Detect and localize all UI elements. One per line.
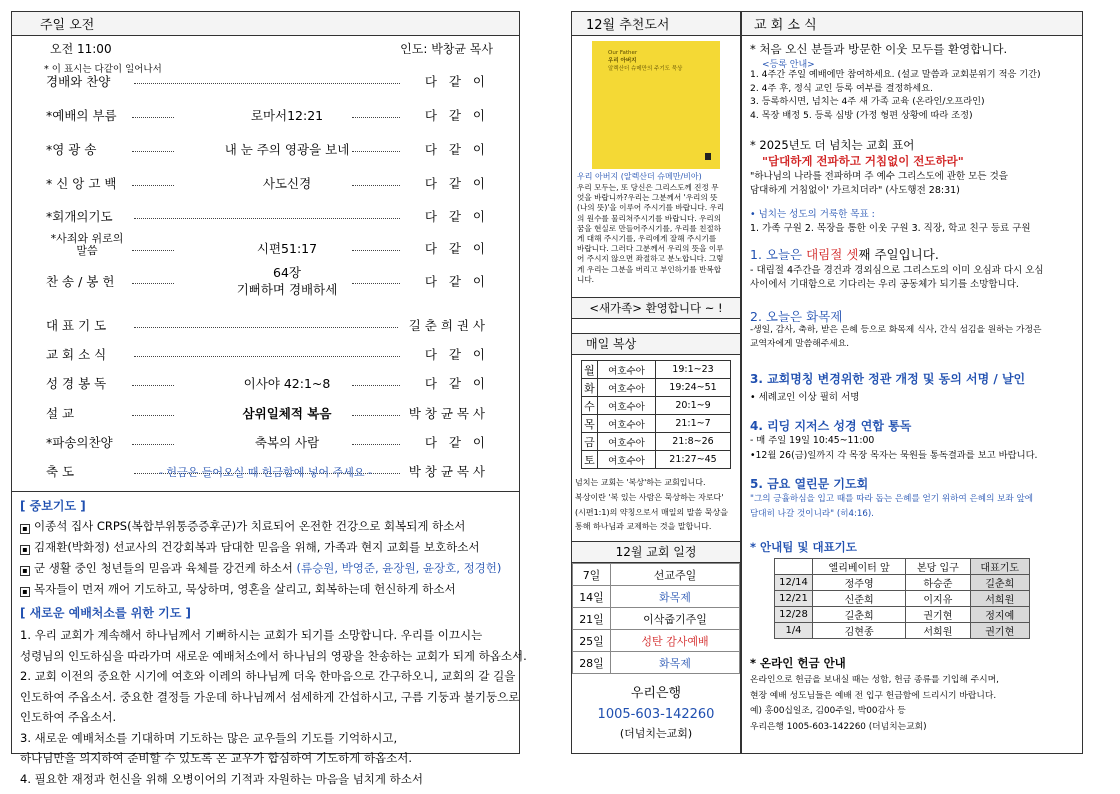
dot-leader — [134, 83, 400, 84]
dot-leader — [352, 250, 400, 251]
daily-ref: 20:1~9 — [656, 397, 731, 415]
schedule-row — [573, 564, 740, 586]
daily-day: 월 — [582, 361, 598, 379]
dot-leader — [134, 356, 400, 357]
dot-leader — [132, 250, 174, 251]
online-line: 예) 홍00십일조, 김00주일, 박00감사 등 — [750, 706, 906, 716]
daily-day: 토 — [582, 451, 598, 469]
schedule-date: 21일 — [573, 608, 611, 630]
order-item-content: 로마서12:21 — [250, 108, 324, 123]
schedule-title: 12월 교회 일정 — [615, 545, 697, 559]
news-4-body: - 매 주일 19일 10:45~11:00 •12월 26(금)일까지 각 목장 목자는 묵원들 통독결과를 보고 바랍니다. — [750, 435, 1038, 461]
prayer-item: ▪ 김재환(박화정) 선교사의 건강회복과 담대한 믿음을 위해, 가족과 현지 교회를 보호하소서 — [20, 537, 520, 558]
news-2-body: -생일, 감사, 축하, 받은 은혜 등으로 화목제 식사, 간식 섬김을 원하는 가정은 교역자에게 말씀해주세요. — [750, 325, 1042, 349]
news-3-title: 3. 교회명칭 변경위한 정관 개정 및 동의 서명 / 날인 — [750, 372, 1026, 386]
team-header-row — [775, 559, 1030, 575]
new-place-line: 3. 새로운 예배처소를 기대하며 기도하는 많은 교우들의 기도를 기억하시고, — [20, 730, 398, 745]
new-place-line: 하나님만을 의지하여 준비할 수 있도록 온 교우가 합심하여 기도하게 하옵소서. — [20, 751, 413, 765]
team-cell: 12/28 — [775, 607, 813, 623]
news-3-body: • 세례교인 이상 필히 서명 — [750, 392, 860, 403]
book-desc-line: 어 주시지 않으면 좌절하고 분노합니다. 그렇 — [577, 254, 724, 264]
online-line: 현장 예배 성도님들은 예배 전 입구 헌금함에 드리시기 바랍니다. — [750, 690, 997, 701]
daily-ref: 21:1~7 — [656, 415, 731, 433]
team-cell: 김현종 — [813, 623, 906, 639]
schedule-table — [572, 563, 740, 674]
online-title: * 온라인 헌금 안내 — [750, 656, 846, 670]
team-cell: 권기현 — [906, 607, 970, 623]
new-place-lines — [20, 625, 527, 789]
prayer-item: ▪ 군 생활 중인 청년들의 믿음과 육체를 강건케 하소서 (류승원, 박영준, 윤장원, 윤장호, 정경헌) — [20, 558, 520, 579]
dot-leader — [132, 117, 174, 118]
news-2-title: 2. 오늘은 화목제 — [750, 309, 843, 324]
order-item-content: 축복의 사람 — [254, 435, 320, 450]
registration-line: 2. 4주 후, 정식 교인 등록 여부를 결정하세요. — [750, 82, 933, 94]
dot-leader — [352, 117, 400, 118]
schedule-row — [573, 652, 740, 674]
team-title: * 안내팀 및 대표기도 — [750, 540, 857, 554]
schedule-row — [573, 608, 740, 630]
new-place-line: 성령님의 인도하심을 따라가며 새로운 예배처소에서 하나님의 영광을 찬송하는 교회가 되게 하옵소서. — [20, 648, 527, 663]
order-item-leader: 다 같 이 — [424, 108, 485, 123]
cover-line: 알렉산더 슈메만의 주기도 묵상 — [608, 66, 683, 72]
team-row — [775, 575, 1030, 591]
team-cell: 정주영 — [813, 575, 906, 591]
order-item-leader: 다 같 이 — [424, 74, 485, 89]
schedule-title-box — [572, 541, 740, 563]
bank-owner: (더넘치는교회) — [619, 727, 693, 740]
cover-mark-icon — [705, 153, 711, 160]
team-cell: 길춘희 — [970, 575, 1030, 591]
daily-book: 여호수아 — [598, 451, 656, 469]
order-item-leader: 다 같 이 — [424, 347, 485, 362]
schedule-date: 28일 — [573, 652, 611, 674]
worship-order — [12, 36, 519, 492]
welcome-box — [572, 297, 740, 319]
dot-leader — [132, 415, 174, 416]
dot-leader — [352, 185, 400, 186]
book-desc-line: 엇을 바랍니까?우리는 그분께서 '우리의 뜻 — [577, 193, 718, 203]
order-item-leader: 다 같 이 — [424, 376, 485, 391]
dot-leader — [134, 218, 400, 219]
registration-line: 1. 4주간 주일 예배에만 참여하세요. (설교 말씀과 교회분위기 적응 기간) — [750, 69, 1041, 80]
team-header-cell: 대표기도 — [970, 559, 1030, 575]
daily-book: 여호수아 — [598, 379, 656, 397]
daily-ref: 19:1~23 — [656, 361, 731, 379]
dot-leader — [132, 444, 174, 445]
motto-title: * 2025년도 더 넘치는 교회 표어 — [750, 138, 915, 152]
daily-title-box — [572, 333, 740, 355]
daily-row — [582, 397, 731, 415]
team-header-cell: 엘리베이터 앞 — [813, 559, 906, 575]
order-item-name: *영 광 송 — [46, 142, 97, 157]
cover-line: 우리 아버지 — [608, 58, 637, 64]
bank-name: 우리은행 — [630, 686, 682, 701]
daily-ref: 21:27~45 — [656, 451, 731, 469]
order-item-leader: 다 같 이 — [424, 241, 485, 256]
youth-names: (류승원, 박영준, 윤장원, 윤장호, 정경헌) — [296, 561, 502, 575]
schedule-row — [573, 630, 740, 652]
order-item-leader: 다 같 이 — [424, 142, 485, 157]
new-place-line: 4. 필요한 재정과 헌신을 위해 오병이어의 기적과 자원하는 마음을 넘치게 하소서 — [20, 771, 424, 786]
team-table — [774, 558, 1030, 639]
dot-leader — [352, 444, 400, 445]
order-item-name: *사죄와 위로의 말씀 — [50, 232, 124, 257]
book-title: 우리 아버지 (알렉산더 슈메만/비아) — [577, 172, 702, 181]
order-item-leader: 길 춘 희 권 사 — [408, 318, 485, 333]
daily-reading-table — [581, 360, 731, 469]
schedule-event: 이삭줍기주일 — [611, 608, 740, 630]
team-cell: 하승준 — [906, 575, 970, 591]
order-item-name: 성 경 봉 독 — [46, 376, 107, 391]
order-item-leader: 다 같 이 — [424, 435, 485, 450]
checkbox-icon: ▪ — [20, 545, 30, 555]
dot-leader — [132, 185, 174, 186]
daily-row — [582, 379, 731, 397]
daily-note-line: 복상이란 '복 있는 사람은 묵상하는 자로다' — [575, 492, 724, 502]
daily-note — [575, 476, 728, 535]
daily-note-line: (시편1:1)의 약칭으로서 매일의 말씀 묵상을 — [575, 507, 728, 517]
team-cell: 신준희 — [813, 591, 906, 607]
daily-day: 목 — [582, 415, 598, 433]
middle-panel — [571, 11, 741, 754]
worship-leader: 인도: 박창균 목사 — [400, 42, 493, 56]
registration-line: 4. 목장 배정 5. 등록 심방 (가정 형편 상황에 따라 조정) — [750, 109, 973, 121]
daily-day: 화 — [582, 379, 598, 397]
daily-row — [582, 451, 731, 469]
book-header-title: 12월 추천도서 — [586, 18, 670, 33]
daily-book: 여호수아 — [598, 397, 656, 415]
prayer-item: ▪ 목자들이 먼저 깨어 기도하고, 묵상하며, 영혼을 살리고, 회복하는데 헌신하게 하소서 — [20, 579, 520, 600]
book-desc-line: 꿈을 현실로 만들어주시기를, 우리를 친절하 — [577, 223, 722, 233]
order-item-name: 축 도 — [46, 464, 75, 479]
daily-day: 금 — [582, 433, 598, 451]
daily-row — [582, 361, 731, 379]
online-lines — [750, 673, 999, 735]
schedule-event: 성탄 감사예배 — [611, 630, 740, 652]
news-5-body: "그의 긍휼하심을 입고 때를 따라 돕는 은혜를 얻기 위하여 은혜의 보좌 앞에 담대히 나갈 것이니라" (히4:16). — [750, 494, 1034, 519]
news-1-title: 1. 오늘은 대림절 셋째 주일입니다. — [750, 247, 939, 262]
dot-leader — [352, 283, 400, 284]
team-cell: 서희원 — [970, 591, 1030, 607]
order-item-leader: 다 같 이 — [424, 274, 485, 289]
dot-leader — [134, 327, 398, 328]
order-item-name: *파송의찬양 — [46, 435, 113, 450]
team-cell: 권기현 — [970, 623, 1030, 639]
schedule-date: 25일 — [573, 630, 611, 652]
dot-leader — [132, 385, 174, 386]
order-item-leader: 박 창 균 목 사 — [408, 406, 485, 421]
order-item-name: * 신 앙 고 백 — [46, 176, 117, 191]
book-desc-line: 게 우리는 그분을 버리고 부인하기를 반복합 — [577, 264, 722, 274]
news-panel — [741, 11, 1083, 754]
bank-box — [572, 684, 740, 742]
order-item-leader: 박 창 균 목 사 — [408, 464, 485, 479]
news-header — [742, 12, 1082, 36]
new-place-title: [ 새로운 예배처소를 위한 기도 ] — [20, 606, 191, 620]
team-row — [775, 623, 1030, 639]
book-desc-line: 의 원수를 물리쳐주시기를 바랍니다. 우리의 — [577, 213, 722, 223]
news-1-body: - 대림절 4주간을 경건과 경외심으로 그리스도의 이미 오심과 다시 오심 사이에서 기대함으로 기다리는 우리 공동체가 되기를 소망합니다. — [750, 265, 1044, 290]
offering-note: - 헌금은 들어오실 때 헌금함에 넣어 주세요 - — [158, 466, 373, 479]
standing-note: * 이 표시는 다같이 일어나서 — [44, 64, 162, 75]
order-item-name: 경배와 찬양 — [46, 74, 111, 89]
daily-note-line: 넘치는 교회는 '복상'하는 교회입니다. — [575, 478, 706, 487]
schedule-event: 화목제 — [611, 586, 740, 608]
order-item-content: 이사야 42:1~8 — [243, 376, 331, 391]
order-item-name: 교 회 소 식 — [46, 347, 107, 362]
team-cell: 길춘희 — [813, 607, 906, 623]
book-cover — [592, 41, 720, 169]
team-row — [775, 591, 1030, 607]
dot-leader — [352, 415, 400, 416]
daily-title: 매일 복상 — [586, 337, 637, 351]
intercession-title: [ 중보기도 ] — [20, 499, 86, 513]
daily-book: 여호수아 — [598, 361, 656, 379]
dot-leader — [352, 385, 400, 386]
order-item-content-2: 기뻐하며 경배하세 — [236, 282, 338, 297]
order-item-name: 찬 송 / 봉 헌 — [46, 274, 115, 289]
daily-book: 여호수아 — [598, 433, 656, 451]
team-row — [775, 607, 1030, 623]
new-place-line: 1. 우리 교회가 계속해서 하나님께서 기뻐하시는 교회가 되기를 소망합니다. 우리를 이끄시는 — [20, 628, 483, 642]
welcome-line: * 처음 오신 분들과 방문한 이웃 모두를 환영합니다. — [750, 42, 1008, 56]
team-cell: 1/4 — [775, 623, 813, 639]
order-item-leader: 다 같 이 — [424, 209, 485, 224]
order-item-name: *예배의 부름 — [46, 108, 117, 123]
new-place-line: 인도하여 주옵소서. 중요한 결정들 가운데 하나님께서 섬세하게 간섭하시고, 구름 기둥과 불기둥으로 — [20, 689, 520, 704]
book-desc-line: 우리 모두는, 또 당신은 그리스도께 진정 무 — [577, 183, 719, 192]
order-item-content: 내 눈 주의 영광을 보네 — [224, 142, 350, 157]
schedule-event: 선교주일 — [611, 564, 740, 586]
new-place-line: 2. 교회 이전의 중요한 시기에 여호와 이레의 하나님께 더욱 한마음으로 간구하오니, 교회의 갈 길을 — [20, 669, 516, 683]
order-item-content: 시편51:17 — [256, 241, 318, 256]
welcome-text: <새가족> 환영합니다 ~ ! — [589, 301, 723, 315]
worship-panel — [11, 11, 527, 786]
team-cell: 서희원 — [906, 623, 970, 639]
book-desc-line: 니다. — [577, 274, 595, 284]
daily-row — [582, 433, 731, 451]
motto-sub: "하나님의 나라를 전파하며 주 예수 그리스도에 관한 모든 것을 담대하게 거침없이' 가르치더라" (사도행전 28:31) — [750, 171, 1008, 196]
checkbox-icon: ▪ — [20, 587, 30, 597]
dot-leader — [352, 151, 400, 152]
checkbox-icon: ▪ — [20, 566, 30, 576]
registration-line: 3. 등록하시면, 넘치는 4주 새 가족 교육 (온라인/오프라인) — [750, 96, 985, 107]
worship-header — [12, 12, 519, 36]
daily-ref: 19:24~51 — [656, 379, 731, 397]
order-item-name: *회개의기도 — [46, 209, 113, 224]
prayer-item: ▪ 이종석 집사 CRPS(복합부위통증증후군)가 치료되어 온전한 건강으로 회복되게 하소서 — [20, 516, 520, 537]
motto: "담대하게 전파하고 거침없이 전도하라" — [762, 154, 964, 168]
online-line: 우리은행 1005-603-142260 (더넘치는교회) — [750, 721, 927, 732]
bank-account: 1005-603-142260 — [597, 707, 715, 722]
worship-time: 오전 11:00 — [50, 42, 112, 56]
book-header — [572, 12, 740, 36]
book-desc-line: 바랍니다. 그러다 그분께서 우리의 뜻을 이루 — [577, 244, 724, 254]
order-item-leader: 다 같 이 — [424, 176, 485, 191]
order-item-content: 사도신경 — [262, 176, 312, 191]
team-cell: 정지예 — [970, 607, 1030, 623]
worship-header-title: 주일 오전 — [40, 18, 95, 33]
schedule-date: 14일 — [573, 586, 611, 608]
schedule-date: 7일 — [573, 564, 611, 586]
book-description — [577, 183, 724, 285]
daily-row — [582, 415, 731, 433]
dot-leader — [132, 151, 174, 152]
team-cell: 12/14 — [775, 575, 813, 591]
team-header-cell — [775, 559, 813, 575]
daily-note-line: 통해 하나님과 교제하는 것을 말합니다. — [575, 522, 712, 532]
online-line: 온라인으로 헌금을 보내실 때는 성함, 헌금 종류를 기입해 주시며, — [750, 675, 999, 685]
order-item-name: 설 교 — [46, 406, 75, 421]
intercession-section — [20, 496, 527, 789]
schedule-row — [573, 586, 740, 608]
goal-title: • 넘치는 성도의 거룩한 목표 : — [750, 209, 875, 220]
checkbox-icon: ▪ — [20, 524, 30, 534]
dot-leader — [132, 283, 174, 284]
order-item-content: 64장 — [273, 265, 301, 280]
cover-line: Our Father — [608, 50, 638, 56]
order-item-name: 대 표 기 도 — [46, 318, 107, 333]
news-header-title: 교 회 소 식 — [754, 18, 817, 33]
registration-title: <등록 안내> — [762, 60, 815, 70]
team-cell: 이지유 — [906, 591, 970, 607]
team-cell: 12/21 — [775, 591, 813, 607]
daily-book: 여호수아 — [598, 415, 656, 433]
registration-lines — [750, 68, 1041, 122]
order-item-content: 삼위일체적 복음 — [242, 406, 332, 421]
book-desc-line: (나의 뜻)'을 이루어 주시기를 바랍니다. 우리 — [577, 203, 725, 213]
news-4-title: 4. 리딩 지저스 성경 연합 통독 — [750, 419, 912, 433]
schedule-event: 화목제 — [611, 652, 740, 674]
new-place-line: 인도하여 주옵소서. — [20, 710, 117, 724]
daily-day: 수 — [582, 397, 598, 415]
book-desc-line: 게 대해 주시기를, 우리에게 잘해 주시기를 — [577, 234, 717, 244]
news-5-title: 5. 금요 열린문 기도회 — [750, 477, 869, 491]
daily-ref: 21:8~26 — [656, 433, 731, 451]
team-header-cell: 본당 입구 — [906, 559, 970, 575]
goal-line: 1. 가족 구원 2. 목장을 통한 이웃 구원 3. 직장, 학교 친구 등료 구원 — [750, 223, 1031, 234]
